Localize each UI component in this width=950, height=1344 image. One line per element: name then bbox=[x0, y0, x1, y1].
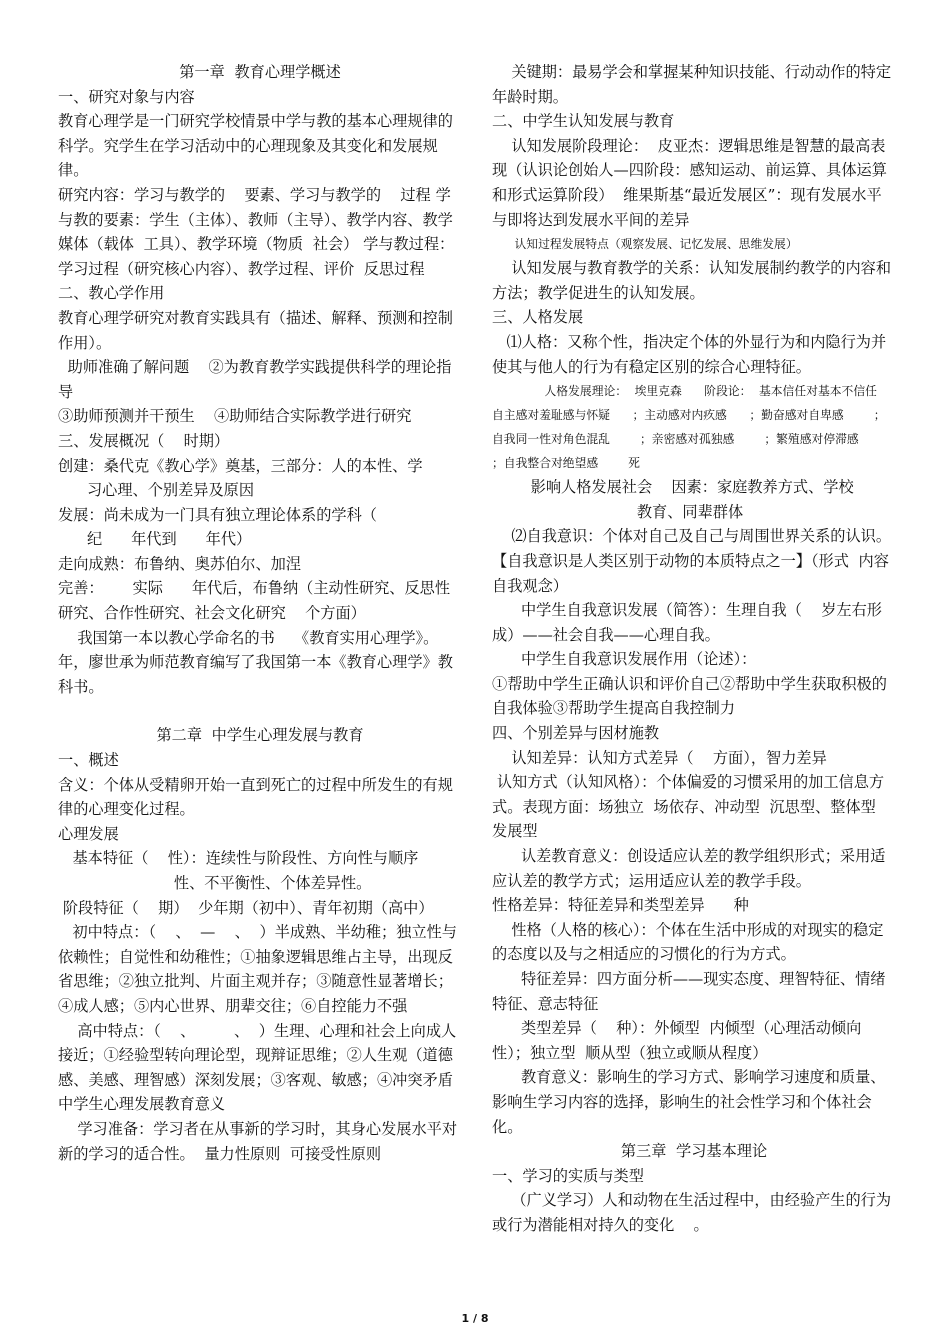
left-paragraph: 基本特征（ 性）：连续性与阶段性、方向性与顺序 bbox=[58, 849, 419, 868]
left-paragraph: 阶段特征（ 期） 少年期（初中）、青年初期（高中） bbox=[58, 898, 434, 917]
right-paragraph: 认知发展与教育教学的关系：认知发展制约教学的内容和方法；教学促进生的认知发展。 bbox=[492, 259, 891, 302]
right-paragraph: 认知发展阶段理论： 皮亚杰：逻辑思维是智慧的最高表现（认识论创始人—四阶段：感知运动、前运算、具体运算和形式运算阶段） 维果斯基“最近发展区”：现有发展水平与即将达到发展水平间的差异 bbox=[492, 136, 887, 229]
left-paragraph: 一、研究对象与内容 bbox=[58, 87, 195, 106]
left-paragraph: 助师准确了解问题 ②为教育教学实践提供科学的理论指导 bbox=[58, 358, 452, 401]
right-paragraph: 四、个别差异与因材施教 bbox=[492, 724, 660, 743]
left-paragraph: 一、概述 bbox=[58, 751, 119, 770]
right-paragraph: 三、人格发展 bbox=[492, 308, 584, 327]
right-paragraph: 认知差异：认知方式差异（ 方面），智力差异 bbox=[492, 748, 827, 767]
page-number: 1 / 8 bbox=[461, 1312, 489, 1325]
right-paragraph: 认知过程发展特点（观察发展、记忆发展、思维发展） bbox=[492, 237, 798, 252]
left-paragraph: 发展：尚未成为一门具有独立理论体系的学科（ bbox=[58, 505, 377, 524]
left-paragraph: 中学生心理发展教育意义 bbox=[58, 1095, 226, 1114]
left-paragraph: 二、教心学作用 bbox=[58, 284, 165, 303]
right-paragraph: 二、中学生认知发展与教育 bbox=[492, 112, 675, 131]
left-paragraph: 第二章 中学生心理发展与教育 bbox=[156, 726, 364, 745]
right-paragraph: 中学生自我意识发展（简答）：生理自我（ 岁左右形成）——社会自我——心理自我。 bbox=[492, 601, 882, 644]
right-paragraph: ①帮助中学生正确认识和评价自己②帮助中学生获取积极的自我体验③帮助学生提高自我控制力 bbox=[492, 674, 887, 718]
left-paragraph: 习心理、个别差异及原因 bbox=[58, 481, 255, 500]
right-paragraph: （广义学习）人和动物在生活过程中，由经验产生的行为或行为潜能相对持久的变化 。 bbox=[492, 1191, 891, 1234]
right-paragraph: 教育意义：影响生的学习方式、影响学习速度和质量、影响生学习内容的选择，影响生的社会性学习和个体社会化。 bbox=[492, 1068, 886, 1136]
right-paragraph: 中学生自我意识发展作用（论述）： bbox=[492, 650, 757, 669]
left-paragraph: 我国第一本以教心学命名的书 《教育实用心理学》。 年，廖世承为师范教育编写了我国第一本《教育心理学》教科书。 bbox=[58, 628, 468, 696]
right-paragraph: 类型差异（ 种）：外倾型 内倾型（心理活动倾向性）；独立型 顺从型（独立或顺从程度） bbox=[492, 1019, 862, 1062]
left-paragraph: 教育心理学研究对教育实践具有（描述、解释、预测和控制作用）。 bbox=[58, 308, 453, 352]
right-paragraph: 认知方式（认知风格）：个体偏爱的习惯采用的加工信息方式。表现方面：场独立 场依存、冲动型 沉思型、整体型 发展型 bbox=[492, 773, 886, 841]
left-paragraph: 三、发展概况（ 时期） bbox=[58, 431, 230, 450]
right-paragraph: 第三章 学习基本理论 bbox=[620, 1142, 768, 1161]
right-paragraph: ⑴人格：又称个性，指决定个体的外显行为和内隐行为并使其与他人的行为有稳定区别的综合心理特征。 bbox=[492, 332, 887, 376]
right-paragraph: 认差教育意义：创设适应认差的教学组织形式；采用适应认差的教学方式；运用适应认差的教学手段。 bbox=[492, 847, 886, 890]
right-paragraph: 教育、同辈群体 bbox=[492, 502, 744, 521]
left-paragraph: ③助师预测并干预生 ④助师结合实际教学进行研究 bbox=[58, 407, 412, 426]
left-paragraph: 含义：个体从受精卵开始一直到死亡的过程中所发生的有规律的心理变化过程。 bbox=[58, 775, 453, 819]
left-paragraph: 创建：桑代克《教心学》奠基，三部分：人的本性、学 bbox=[58, 456, 423, 475]
right-paragraph: 影响人格发展社会 因素：家庭教养方式、学校 bbox=[492, 478, 854, 497]
left-column bbox=[58, 60, 468, 1166]
left-paragraph: 纪 年代到 年代） bbox=[58, 530, 252, 549]
right-column bbox=[492, 60, 907, 1238]
right-paragraph: 特征差异：四方面分析——现实态度、理智特征、情绪特征、意志特征 bbox=[492, 970, 886, 1013]
left-spacer bbox=[58, 699, 462, 723]
left-paragraph: 心理发展 bbox=[58, 824, 119, 843]
right-paragraph: 人格发展理论： 埃里克森 阶段论： 基本信任对基本不信任 自主感对羞耻感与怀疑 ；主动感对内疚感 ；勤奋感对自卑感 ；自我同一性对角色混乱 ；亲密感对孤独感 ；繁殖感对停滞感 ；自我整合对绝望感 死 bbox=[492, 384, 907, 471]
right-paragraph: 一、学习的实质与类型 bbox=[492, 1166, 644, 1185]
left-paragraph: 走向成熟：布鲁纳、奥苏伯尔、加涅 bbox=[58, 554, 301, 573]
left-paragraph: 教育心理学是一门研究学校情景中学与教的基本心理规律的科学。究学生在学习活动中的心理现象及其变化和发展规律。 bbox=[58, 112, 453, 180]
right-paragraph: 性格（人格的核心）：个体在生活中形成的对现实的稳定的态度以及与之相适应的习惯化的行为方式。 bbox=[492, 920, 884, 964]
right-paragraph: 关键期：最易学会和掌握某种知识技能、行动动作的特定年龄时期。 bbox=[492, 63, 891, 106]
left-paragraph: 性、不平衡性、个体差异性。 bbox=[58, 874, 372, 892]
left-paragraph: 完善： 实际 年代后，布鲁纳（主动性研究、反思性研究、合作性研究、社会文化研究 个方面） bbox=[58, 579, 451, 623]
left-paragraph: 高中特点：（ 、 、 ）生理、心理和社会上向成人接近；①经验型转向理论型，现辩证思维；②人生观（道德感、美感、理智感）深刻发展；③客观、敏感；④冲突矛盾 bbox=[58, 1021, 457, 1089]
left-paragraph: 研究内容：学习与教学的 要素、学习与教学的 过程 学与教的要素：学生（主体）、教师（主导）、教学内容、教学媒体（载体 工具）、教学环境（物质 社会） 学与教过程：学习过程（研究核心内容）、教学过程、评价 反思过程 bbox=[58, 185, 455, 278]
left-paragraph: 初中特点：（ 、 — 、 ）半成熟、半幼稚；独立性与依赖性；自觉性和幼稚性；①抽象逻辑思维占主导，出现反省思维；②独立批判、片面主观并存；③随意性显著增长；④成人感；⑤内心世界、朋辈交往；⑥自控能力不强 bbox=[58, 923, 457, 1015]
left-paragraph: 学习准备：学习者在从事新的学习时，其身心发展水平对新的学习的适合性。 量力性原则 可接受性原则 bbox=[58, 1119, 457, 1163]
left-paragraph: 第一章 教育心理学概述 bbox=[179, 63, 341, 81]
right-paragraph: 性格差异：特征差异和类型差异 种 bbox=[492, 896, 749, 915]
right-paragraph: ⑵自我意识：个体对自己及自己与周围世界关系的认识。【自我意识是人类区别于动物的本质特点之一】（形式 内容 自我观念） bbox=[492, 527, 899, 595]
